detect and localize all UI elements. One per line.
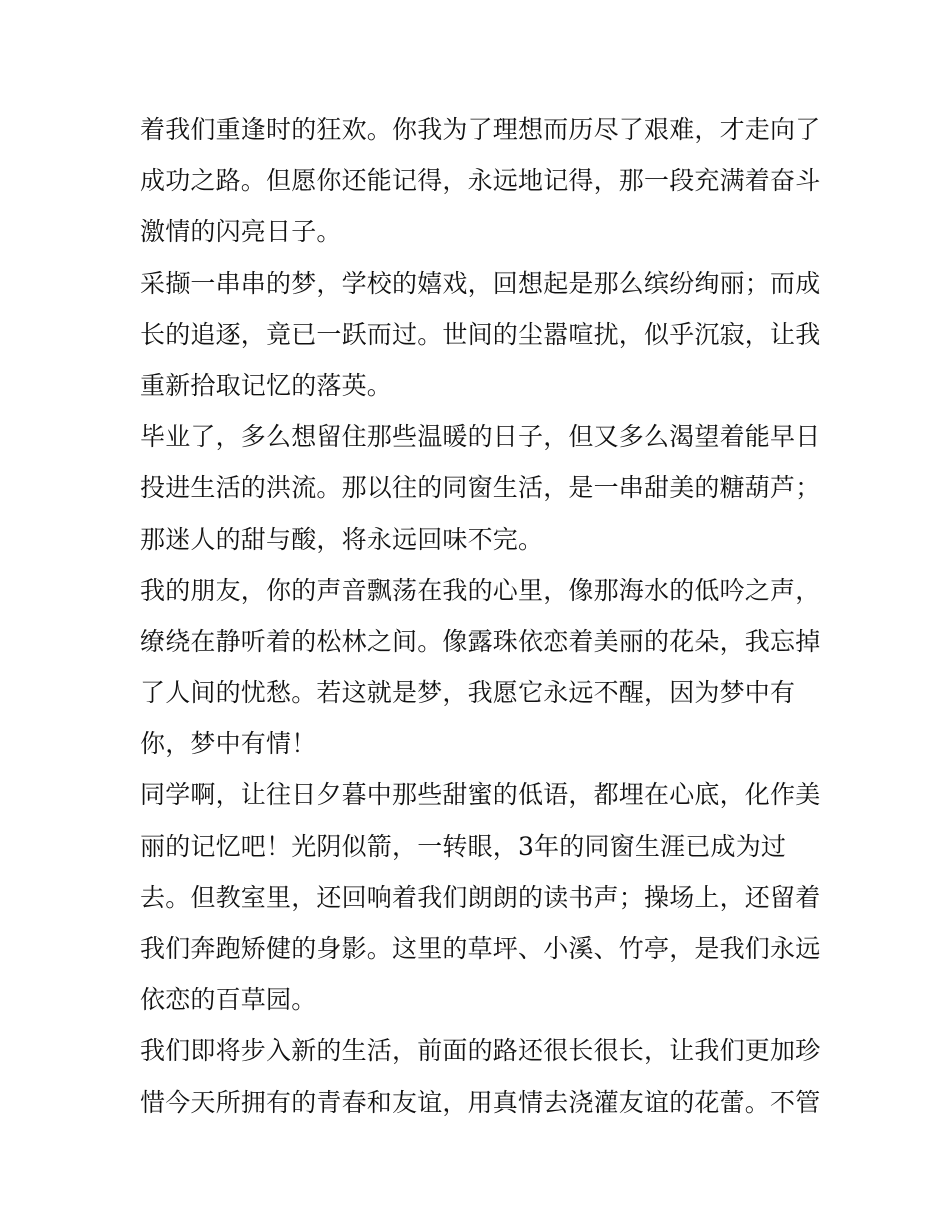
text-line: 我们即将步入新的生活，前面的路还很长很长，让我们更加珍 bbox=[140, 1036, 821, 1066]
text-line: 投进生活的洪流。那以往的同窗生活，是一串甜美的糖葫芦； bbox=[140, 473, 821, 503]
text-line: 我们奔跑矫健的身影。这里的草坪、小溪、竹亭，是我们永远 bbox=[140, 934, 821, 963]
text-line: 丽的记忆吧！光阴似箭，一转眼，3年的同窗生涯已成为过 bbox=[140, 831, 787, 861]
text-line: 毕业了，多么想留住那些温暖的日子，但又多么渴望着能早日 bbox=[140, 422, 821, 452]
text-line: 成功之路。但愿你还能记得，永远地记得，那一段充满着奋斗 bbox=[140, 166, 821, 196]
text-line: 重新拾取记忆的落英。 bbox=[140, 370, 393, 400]
text-line: 同学啊，让往日夕暮中那些甜蜜的低语，都埋在心底，化作美 bbox=[140, 780, 821, 810]
text-line: 我的朋友，你的声音飘荡在我的心里，像那海水的低吟之声， bbox=[140, 575, 821, 605]
text-line: 缭绕在静听着的松林之间。像露珠依恋着美丽的花朵，我忘掉 bbox=[140, 626, 821, 656]
text-line: 着我们重逢时的狂欢。你我为了理想而历尽了艰难，才走向了 bbox=[140, 115, 821, 144]
text-line: 长的追逐，竟已一跃而过。世间的尘嚣喧扰，似乎沉寂，让我 bbox=[140, 319, 821, 349]
document-body bbox=[140, 104, 821, 1128]
text-line: 惜今天所拥有的青春和友谊，用真情去浇灌友谊的花蕾。不管 bbox=[140, 1087, 821, 1117]
text-line: 了人间的忧愁。若这就是梦，我愿它永远不醒，因为梦中有 bbox=[140, 678, 796, 708]
text-line: 依恋的百草园。 bbox=[140, 985, 317, 1015]
text-line: 采撷一串串的梦，学校的嬉戏，回想起是那么缤纷绚丽；而成 bbox=[140, 268, 821, 298]
text-line: 去。但教室里，还回响着我们朗朗的读书声；操场上，还留着 bbox=[140, 882, 821, 912]
text-line: 那迷人的甜与酸，将永远回味不完。 bbox=[140, 524, 544, 554]
text-line: 你，梦中有情！ bbox=[140, 729, 317, 759]
text-line: 激情的闪亮日子。 bbox=[140, 217, 342, 247]
